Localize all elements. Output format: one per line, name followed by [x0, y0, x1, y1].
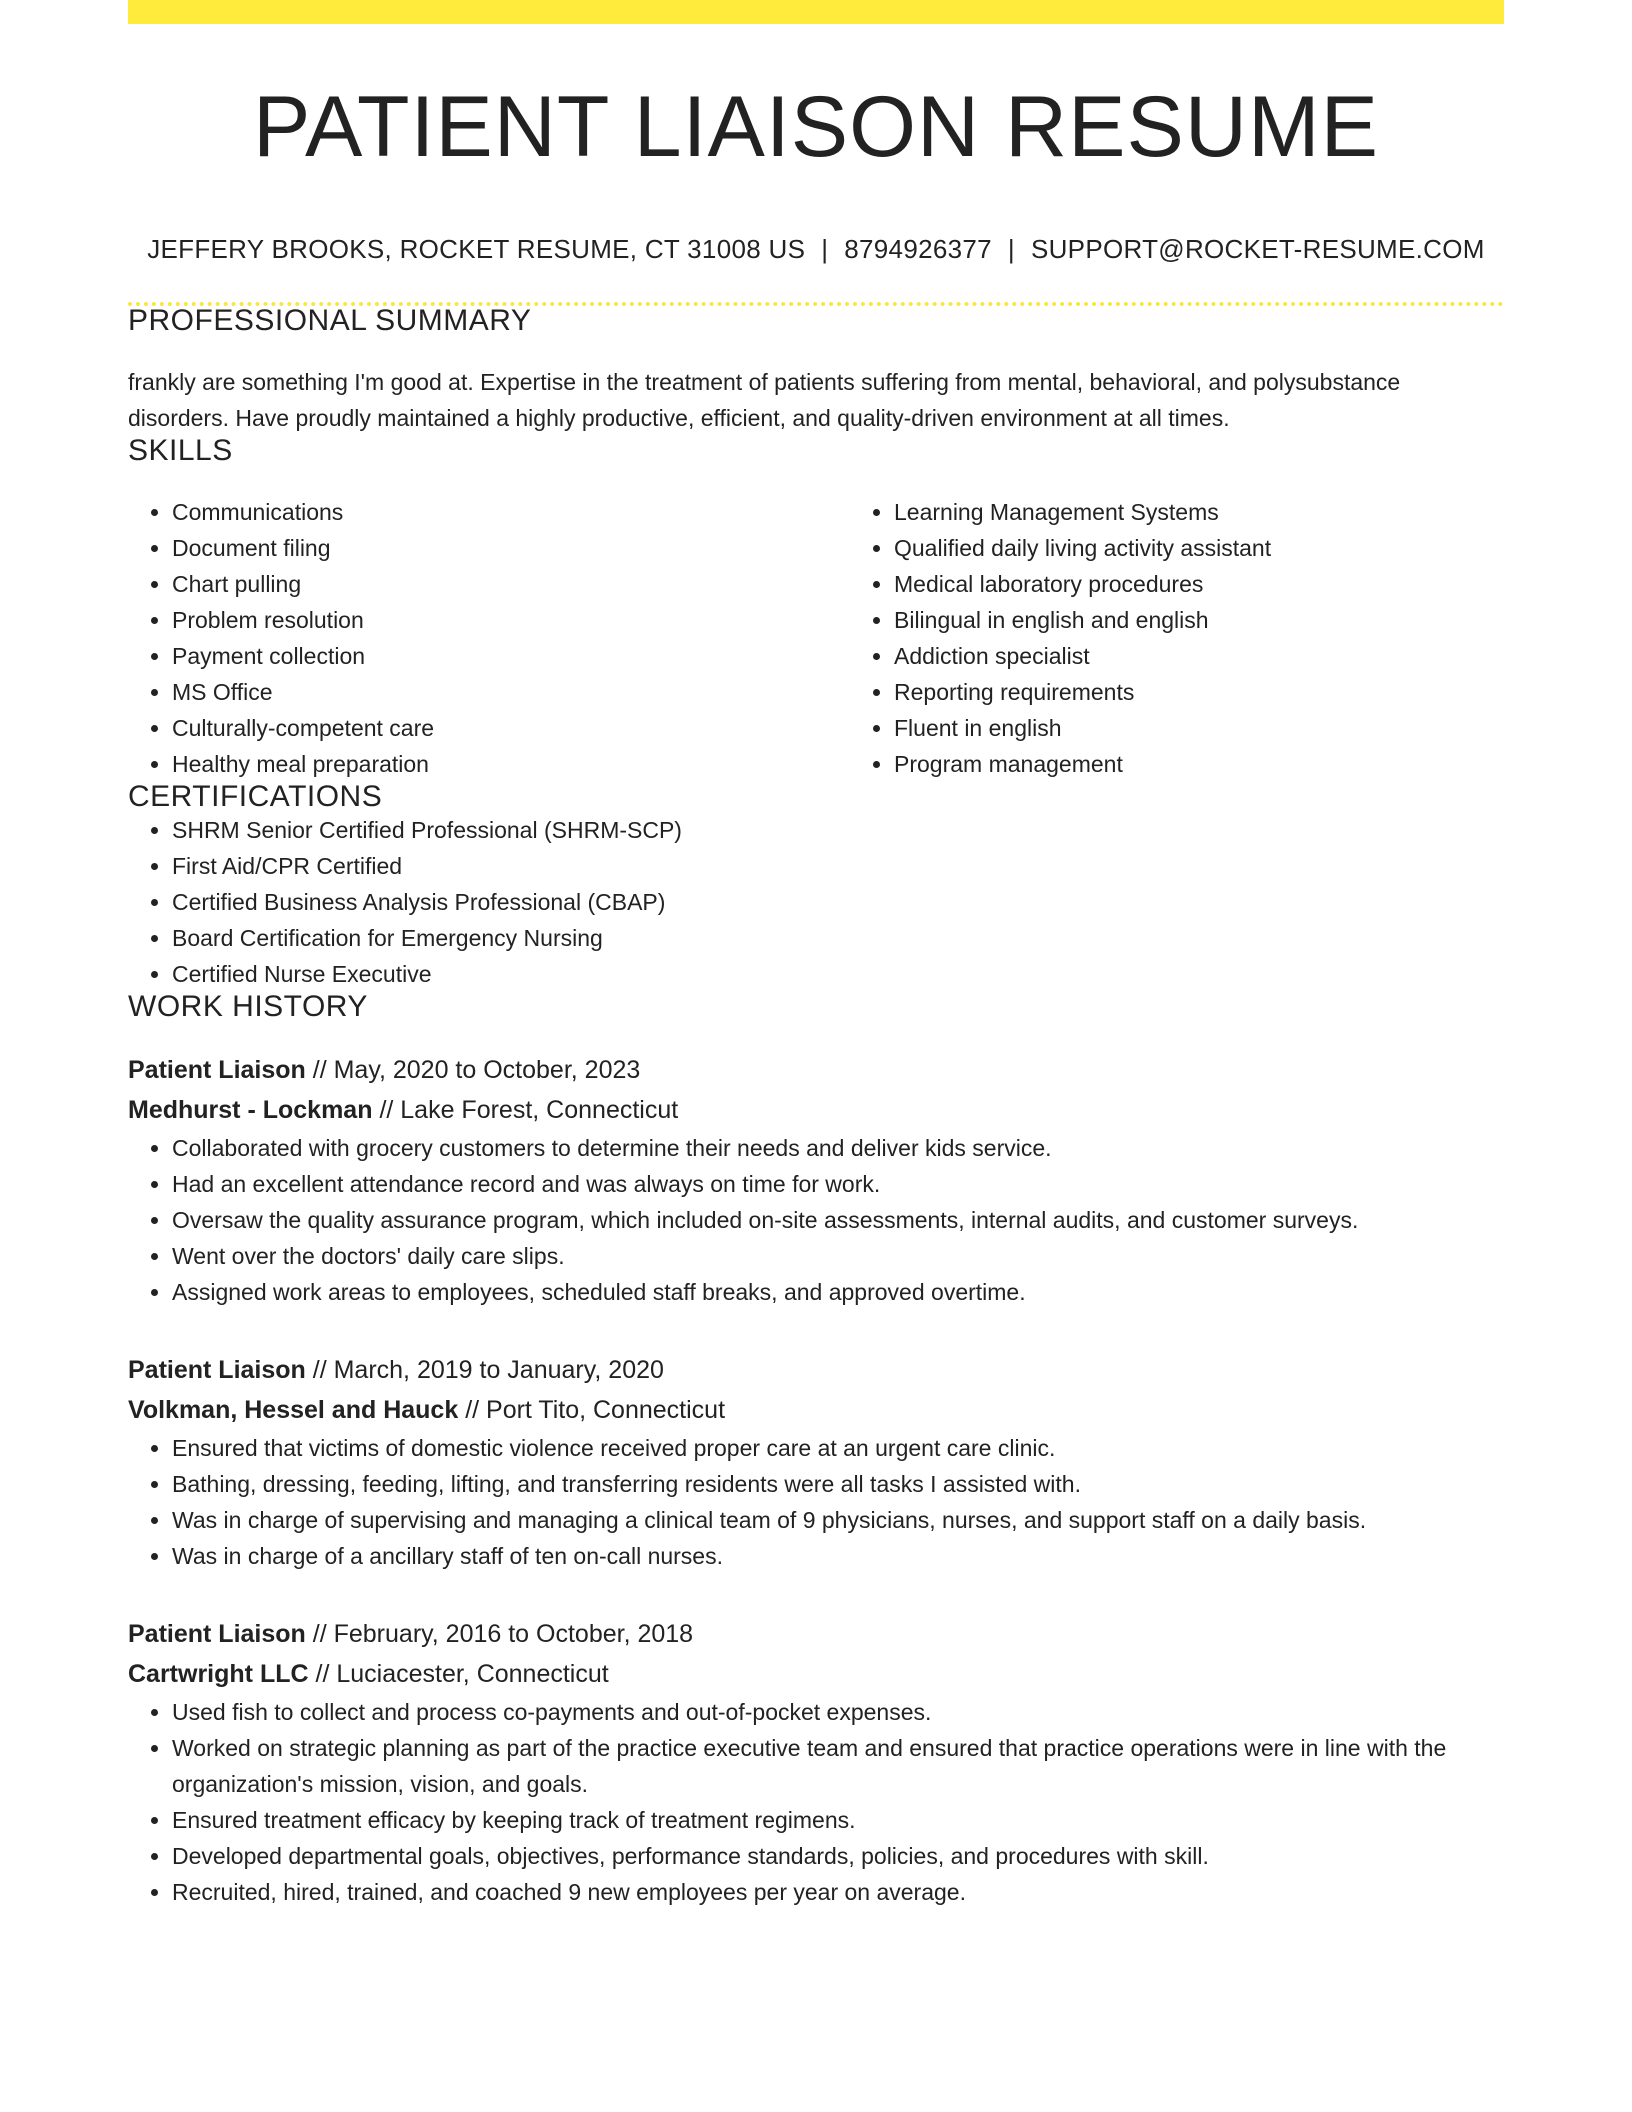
job-title: Patient Liaison — [128, 1056, 306, 1084]
contact-address: JEFFERY BROOKS, ROCKET RESUME, CT 31008 US — [147, 234, 806, 264]
job-title: Patient Liaison — [128, 1356, 306, 1384]
job-bullet: • Bathing, dressing, feeding, lifting, and transferring residents were all tasks I assisted with. — [172, 1466, 1504, 1502]
skill-item: • Program management — [894, 746, 1504, 782]
work-history-heading: WORK HISTORY — [128, 990, 368, 1023]
skill-item: • Reporting requirements — [894, 674, 1504, 710]
job-company: Cartwright LLC — [128, 1660, 309, 1688]
job-location: // Luciacester, Connecticut — [315, 1660, 609, 1688]
contact-separator: | — [821, 234, 829, 264]
skill-item: • Culturally-competent care — [172, 710, 850, 746]
job-entry — [128, 1614, 1504, 1910]
certification-item: • Certified Nurse Executive — [172, 956, 1504, 992]
job-company-line — [128, 1654, 1504, 1694]
job-location: // Port Tito, Connecticut — [465, 1396, 726, 1424]
certification-item: • SHRM Senior Certified Professional (SHRM-SCP) — [172, 812, 1504, 848]
job-bullet: • Was in charge of supervising and managing a clinical team of 9 physicians, nurses, and support staff on a daily basis. — [172, 1502, 1504, 1538]
skill-item: • Medical laboratory procedures — [894, 566, 1504, 602]
skill-item: • Chart pulling — [172, 566, 850, 602]
job-location: // Lake Forest, Connecticut — [379, 1096, 679, 1124]
job-bullet: • Went over the doctors' daily care slips. — [172, 1238, 1504, 1274]
job-title-line — [128, 1614, 1504, 1654]
job-dates: // May, 2020 to October, 2023 — [312, 1056, 641, 1084]
accent-top-bar — [128, 0, 1504, 24]
skill-item: • Healthy meal preparation — [172, 746, 850, 782]
skill-item: • Problem resolution — [172, 602, 850, 638]
job-bullet: • Collaborated with grocery customers to determine their needs and deliver kids service. — [172, 1130, 1504, 1166]
skill-item: • Document filing — [172, 530, 850, 566]
job-company: Medhurst - Lockman — [128, 1096, 373, 1124]
certification-item: • Certified Business Analysis Professional (CBAP) — [172, 884, 1504, 920]
job-bullet: • Used fish to collect and process co-payments and out-of-pocket expenses. — [172, 1694, 1504, 1730]
contact-phone: 8794926377 — [844, 234, 992, 264]
skill-item: • Bilingual in english and english — [894, 602, 1504, 638]
job-bullet: • Oversaw the quality assurance program, which included on-site assessments, internal audits, and customer surveys. — [172, 1202, 1504, 1238]
job-title: Patient Liaison — [128, 1620, 306, 1648]
skill-item: • Payment collection — [172, 638, 850, 674]
summary-heading: PROFESSIONAL SUMMARY — [128, 304, 532, 337]
skills-list-left — [128, 494, 850, 782]
skill-item: • MS Office — [172, 674, 850, 710]
contact-separator: | — [1007, 234, 1015, 264]
job-entry — [128, 1050, 1504, 1310]
job-bullet: • Ensured that victims of domestic violence received proper care at an urgent care clinic. — [172, 1430, 1504, 1466]
job-bullets — [128, 1694, 1504, 1910]
job-bullets — [128, 1430, 1504, 1574]
job-bullet: • Worked on strategic planning as part of the practice executive team and ensured that practice operations were in line with the organization's mission, vision, and goals. — [172, 1730, 1504, 1802]
job-company-line — [128, 1090, 1504, 1130]
contact-line — [128, 236, 1504, 262]
summary-text: frankly are something I'm good at. Expertise in the treatment of patients suffering from mental, behavioral, and polysubstance disorders. Have proudly maintained a highly productive, efficient, and quality-driven environment at all times. — [128, 369, 1401, 431]
job-company-line — [128, 1390, 1504, 1430]
skill-item: • Fluent in english — [894, 710, 1504, 746]
job-bullet: • Ensured treatment efficacy by keeping track of treatment regimens. — [172, 1802, 1504, 1838]
skill-item: • Qualified daily living activity assistant — [894, 530, 1504, 566]
certifications-heading: CERTIFICATIONS — [128, 780, 383, 813]
job-bullet: • Assigned work areas to employees, scheduled staff breaks, and approved overtime. — [172, 1274, 1504, 1310]
job-company: Volkman, Hessel and Hauck — [128, 1396, 459, 1424]
skills-list-right — [850, 494, 1504, 782]
job-entry — [128, 1350, 1504, 1574]
skill-item: • Addiction specialist — [894, 638, 1504, 674]
certification-item: • First Aid/CPR Certified — [172, 848, 1504, 884]
job-bullet: • Was in charge of a ancillary staff of ten on-call nurses. — [172, 1538, 1504, 1574]
job-dates: // February, 2016 to October, 2018 — [312, 1620, 694, 1648]
certification-item: • Board Certification for Emergency Nursing — [172, 920, 1504, 956]
skill-item: • Learning Management Systems — [894, 494, 1504, 530]
job-dates: // March, 2019 to January, 2020 — [312, 1356, 664, 1384]
job-bullet: • Had an excellent attendance record and was always on time for work. — [172, 1166, 1504, 1202]
skills-heading: SKILLS — [128, 434, 233, 467]
skills-columns — [128, 494, 1504, 782]
job-title-line — [128, 1050, 1504, 1090]
job-bullet: • Recruited, hired, trained, and coached 9 new employees per year on average. — [172, 1874, 1504, 1910]
certifications-list — [128, 812, 1504, 992]
contact-email: SUPPORT@ROCKET-RESUME.COM — [1030, 234, 1485, 264]
resume-page — [128, 0, 1504, 1910]
job-bullets — [128, 1130, 1504, 1310]
job-bullet: • Developed departmental goals, objectives, performance standards, policies, and procedures with skill. — [172, 1838, 1504, 1874]
resume-title: PATIENT LIAISON RESUME — [253, 79, 1379, 175]
skill-item: • Communications — [172, 494, 850, 530]
job-title-line — [128, 1350, 1504, 1390]
